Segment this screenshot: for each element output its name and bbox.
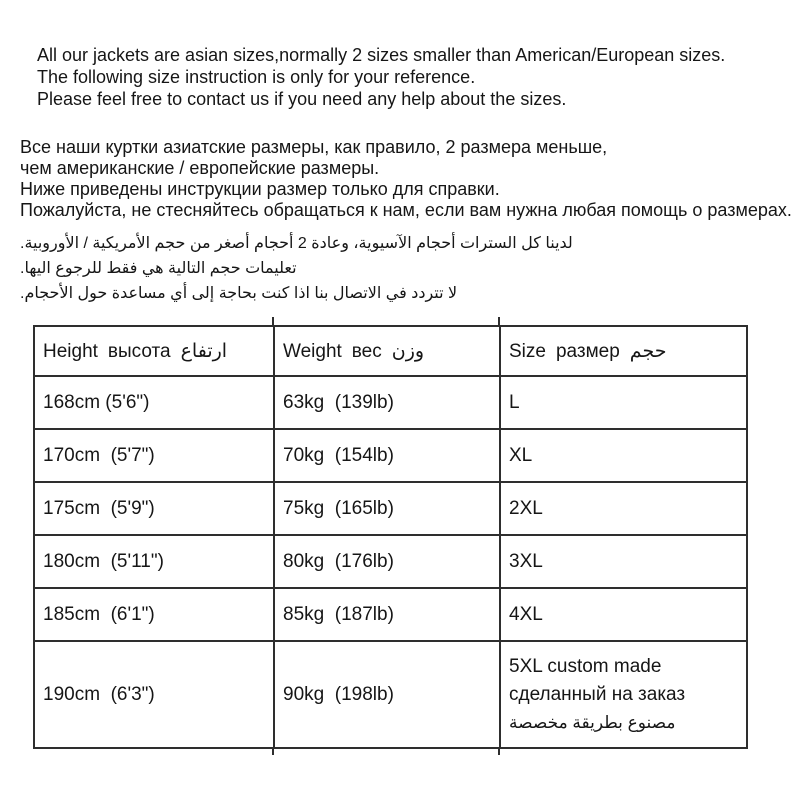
weight-cell: 90kg (198lb) — [274, 641, 500, 748]
intro-russian — [20, 137, 792, 221]
header-label-en: Size — [509, 340, 546, 362]
intro-english-line: All our jackets are asian sizes,normally 2 sizes smaller than American/European sizes. — [37, 45, 726, 65]
header-label-ar: وزن — [391, 340, 425, 362]
size-cell — [500, 482, 747, 535]
weight-cell: 70kg (154lb) — [274, 429, 500, 482]
header-label-ru: вес — [351, 340, 382, 362]
size-cell — [500, 535, 747, 588]
intro-arabic-line: لدينا كل السترات أحجام الآسيوية، وعادة 2 أحجام أصغر من حجم الأمريكية / الأوروبية. — [20, 235, 573, 252]
size-line: مصنوع بطريقة مخصصة — [509, 712, 676, 732]
size-table-body — [34, 376, 747, 748]
size-line: 5XL custom made — [509, 655, 662, 677]
intro-arabic-line: لا تتردد في الاتصال بنا اذا كنت بحاجة إلى أي مساعدة حول الأحجام. — [20, 285, 458, 302]
height-cell: 190cm (6'3") — [34, 641, 274, 748]
size-line: 3XL — [509, 550, 543, 572]
intro-english-line: The following size instruction is only for your reference. — [37, 67, 476, 87]
intro-arabic-line: تعليمات حجم التالية هي فقط للرجوع اليها. — [20, 260, 297, 277]
height-cell: 185cm (6'1") — [34, 588, 274, 641]
intro-english — [37, 44, 725, 110]
table-row — [34, 535, 747, 588]
table-border-tick — [272, 317, 274, 325]
intro-russian-line: чем американские / европейские размеры. — [20, 158, 380, 178]
height-cell: 170cm (5'7") — [34, 429, 274, 482]
intro-russian-line: Все наши куртки азиатские размеры, как правило, 2 размера меньше, — [20, 137, 608, 157]
size-table — [33, 325, 748, 749]
height-cell: 180cm (5'11") — [34, 535, 274, 588]
size-cell — [500, 588, 747, 641]
table-row — [34, 376, 747, 429]
intro-russian-line: Ниже приведены инструкции размер только для справки. — [20, 179, 500, 199]
intro-english-line: Please feel free to contact us if you need any help about the sizes. — [37, 89, 567, 109]
weight-cell: 85kg (187lb) — [274, 588, 500, 641]
size-line: XL — [509, 444, 533, 466]
column-header-height — [34, 326, 274, 376]
table-row — [34, 482, 747, 535]
size-line: 4XL — [509, 603, 543, 625]
size-cell — [500, 376, 747, 429]
weight-cell: 80kg (176lb) — [274, 535, 500, 588]
header-label-ar: ارتفاع — [180, 340, 228, 362]
weight-cell: 63kg (139lb) — [274, 376, 500, 429]
intro-arabic — [20, 231, 573, 306]
header-label-ru: высота — [107, 340, 171, 362]
height-cell: 168cm (5'6") — [34, 376, 274, 429]
column-header-size — [500, 326, 747, 376]
table-row — [34, 429, 747, 482]
column-header-weight — [274, 326, 500, 376]
size-table-header-row — [34, 326, 747, 376]
table-border-tick — [498, 317, 500, 325]
header-label-en: Weight — [283, 340, 342, 362]
size-cell — [500, 641, 747, 748]
table-border-tick — [498, 749, 500, 755]
header-label-ar: حجم — [629, 340, 667, 362]
header-label-ru: размер — [555, 340, 620, 362]
table-row — [34, 588, 747, 641]
size-line: сделанный на заказ — [509, 683, 686, 705]
height-cell: 175cm (5'9") — [34, 482, 274, 535]
size-line: 2XL — [509, 497, 543, 519]
intro-russian-line: Пожалуйста, не стесняйтесь обращаться к нам, если вам нужна любая помощь о размерах. — [20, 200, 792, 220]
header-label-en: Height — [43, 340, 98, 362]
table-border-tick — [272, 749, 274, 755]
size-line: L — [509, 391, 520, 413]
table-row — [34, 641, 747, 748]
weight-cell: 75kg (165lb) — [274, 482, 500, 535]
size-cell — [500, 429, 747, 482]
